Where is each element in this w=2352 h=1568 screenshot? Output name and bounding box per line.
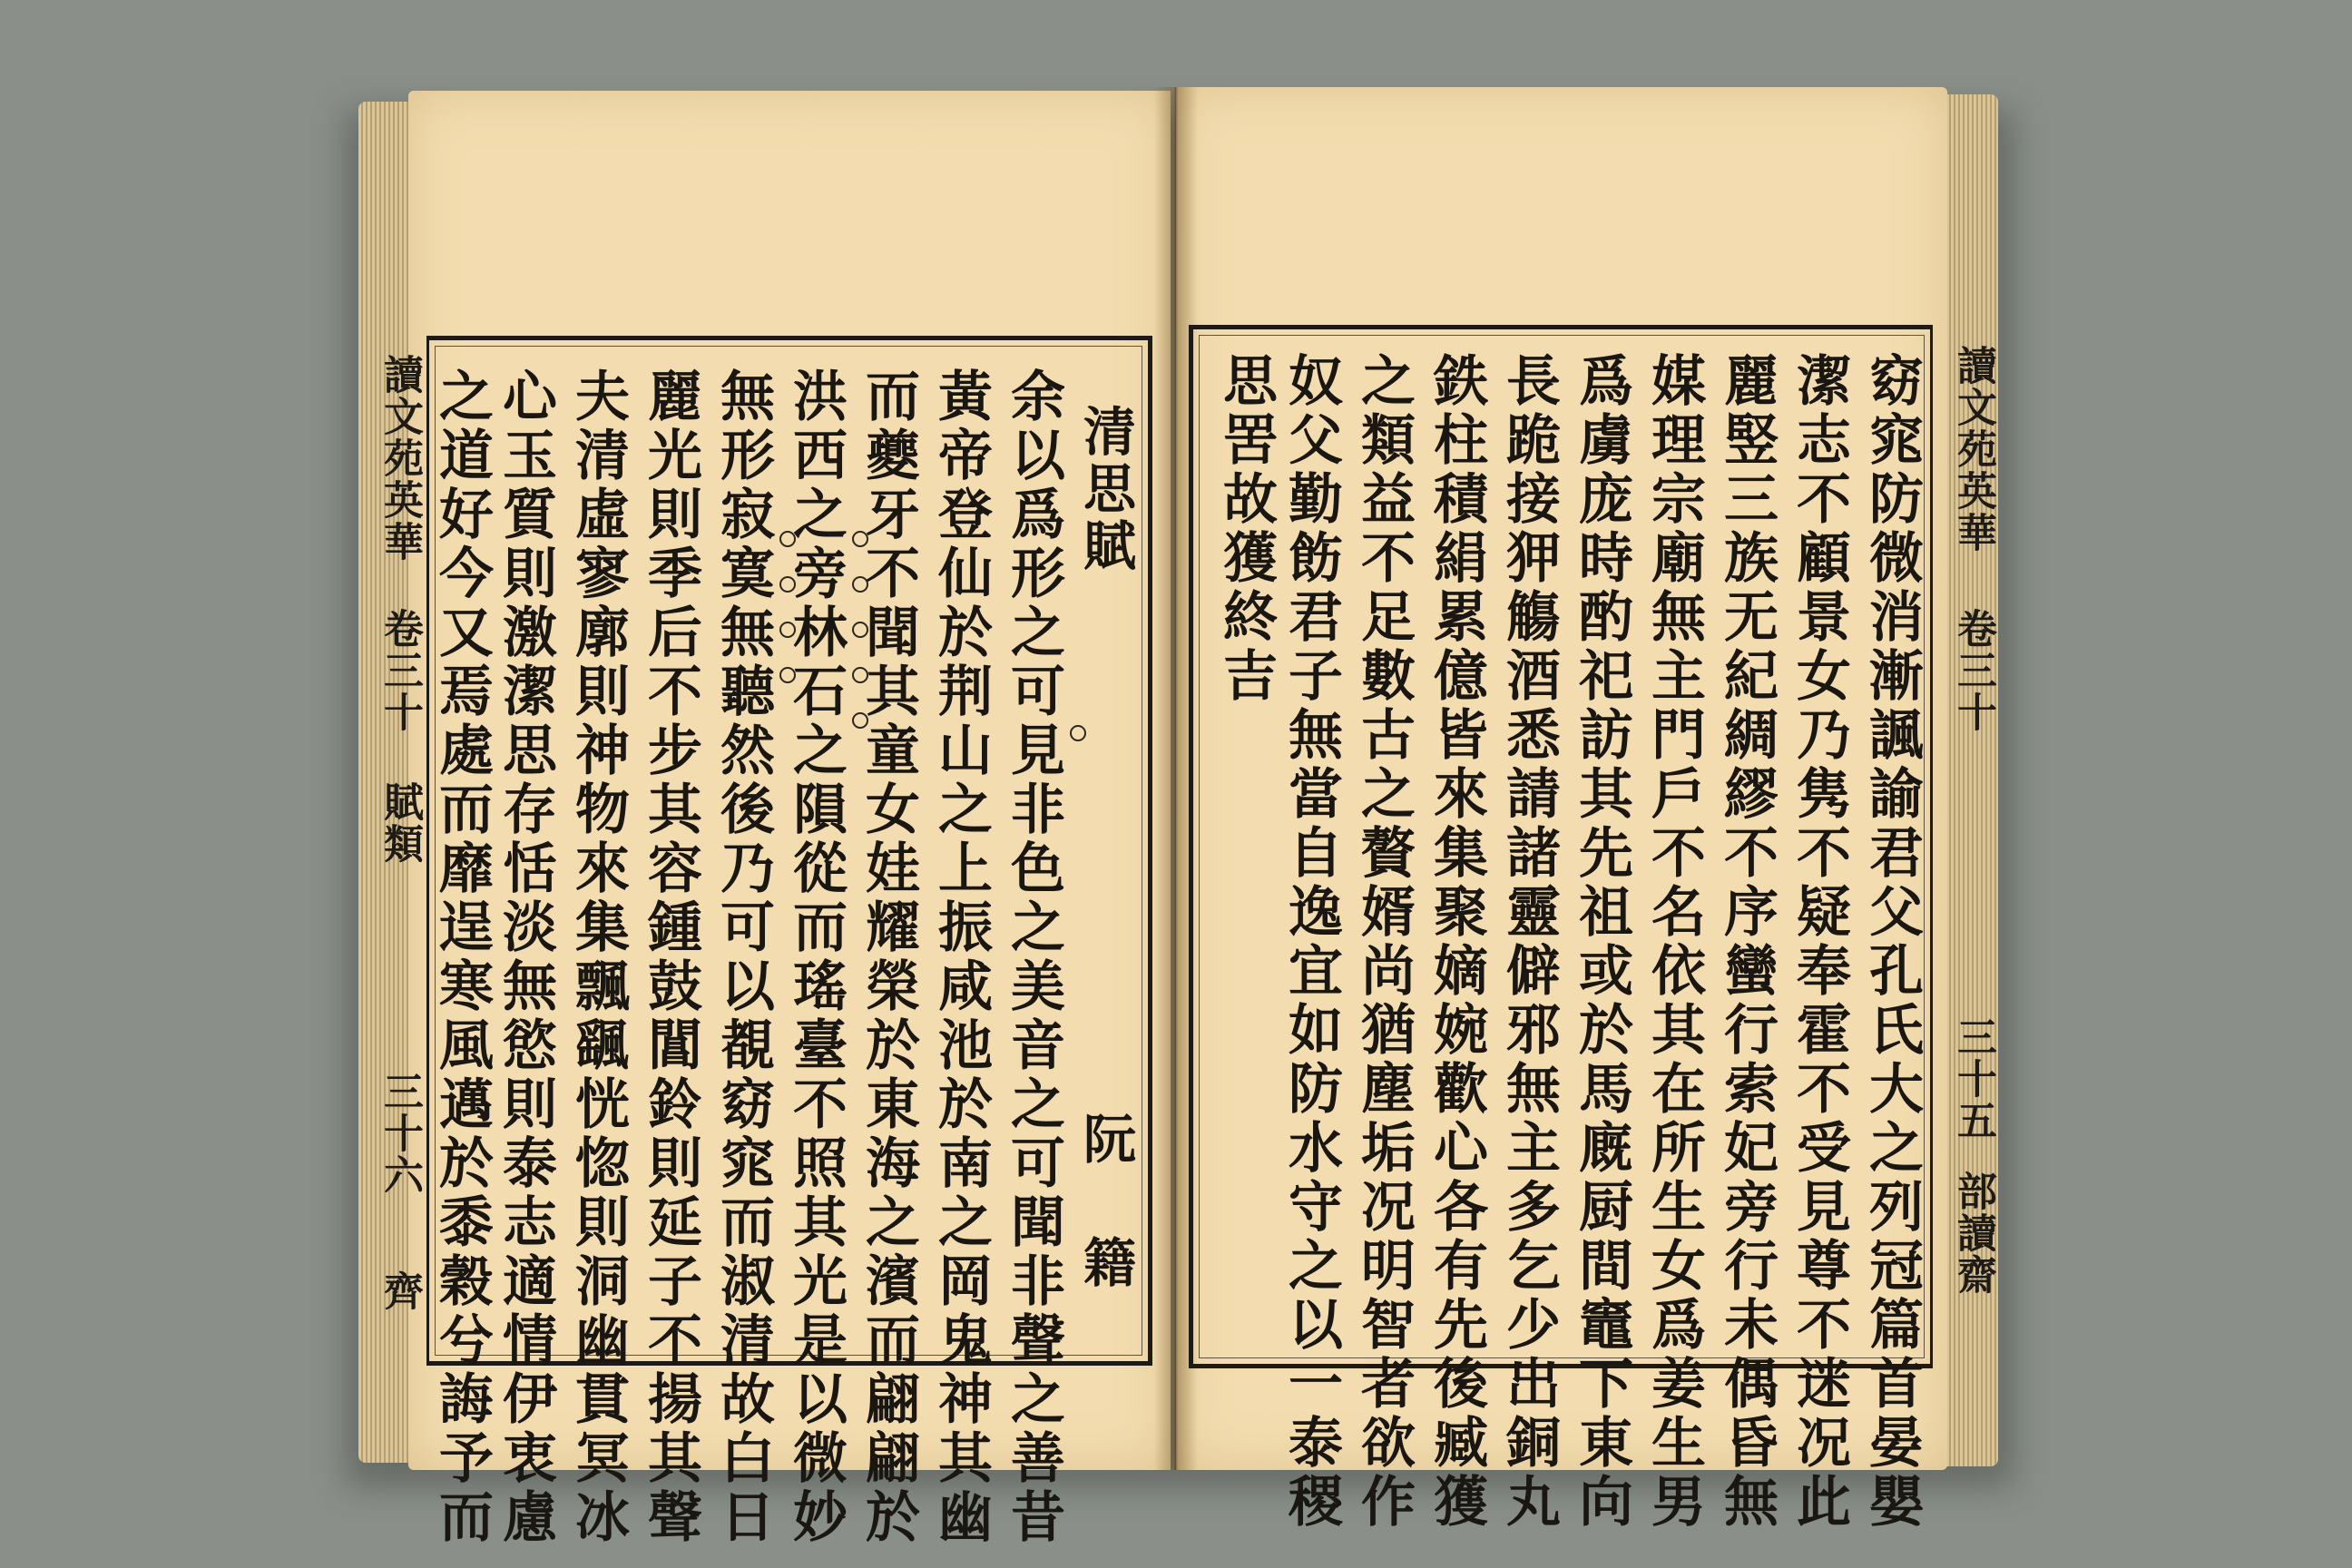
text-column-7: 夫清虛寥廓則神物來集飄颻恍惚則洞幽貫冥冰: [566, 368, 630, 1547]
right-margin: [1933, 309, 2005, 1361]
right-margin-title: 讀文苑英華: [1950, 345, 1996, 554]
text-column-8: 心玉質則激潔思存恬淡無慾則泰志適情伊衷慮: [494, 368, 557, 1547]
left-text-block: [426, 336, 1152, 1547]
punctuation-circle: [1070, 725, 1086, 741]
right-margin-volume: 卷三十: [1950, 608, 1996, 733]
text-column-8: 之類益不足數古之贅婿尚猶塵垢况明智者欲作: [1352, 352, 1416, 1532]
poem-title: 清思賦: [1074, 404, 1136, 575]
left-text-columns: [430, 368, 1136, 1547]
left-margin-volume: 卷三十 賦類: [377, 608, 423, 865]
punctuation-circle: [852, 531, 868, 547]
right-text-columns: [1214, 352, 1924, 1532]
text-column-5: 爲虜庞時酌祀訪其先祖或於馬廐厨間竈下東向: [1570, 352, 1633, 1532]
right-text-block: [1189, 325, 1933, 1532]
text-column-9: 之道好今又焉處而靡逞寒風邁於黍穀兮誨予而: [430, 368, 494, 1547]
text-column-7: 鉄柱積絹累億皆來集聚嫡婉歡心各有先後臧獲: [1425, 352, 1488, 1532]
right-margin-publisher: 部讀齋: [1950, 1171, 1996, 1296]
punctuation-circle: [779, 576, 796, 593]
left-margin-page-number: 三十六: [377, 1071, 423, 1196]
text-column-3: 而夔牙不聞其童女娃耀榮於東海之濱而翩翩於: [857, 368, 920, 1547]
punctuation-circle: [852, 622, 868, 638]
left-margin-title: 讀文苑英華: [377, 354, 423, 563]
text-column-1: 余以爲形之可見非色之美音之可聞非聲之善昔: [1002, 368, 1065, 1547]
punctuation-circle: [779, 667, 796, 683]
text-column-2: 潔志不顧景女乃隽不疑奉霍不受見尊不迷况此: [1788, 352, 1851, 1532]
left-margin: [363, 327, 426, 1361]
punctuation-circle: [852, 576, 868, 593]
text-column-10: 思罟故獲終吉: [1214, 352, 1278, 706]
text-column-4: 洪西之旁林石之隕從而瑤臺不照其光是以微妙: [784, 368, 848, 1547]
text-column-6: 麗光則季后不步其容鍾鼓閶鈴則延子不揚其聲: [639, 368, 702, 1547]
right-margin-page-number: 三十五: [1950, 1016, 1996, 1142]
left-margin-publisher: 齊: [377, 1270, 423, 1312]
poem-author: 阮 籍: [1074, 1112, 1136, 1292]
text-column-4: 媒理宗廟無主門戶不名依其在所生女爲姜生男: [1642, 352, 1706, 1532]
text-column-3: 麗竪三族无紀綢繆不序蠻行索妃旁行未偶昏無: [1715, 352, 1779, 1532]
text-column-6: 長跪接狎觴酒悉請諸靈僻邪無主多乞少出銅丸: [1497, 352, 1561, 1532]
text-column-2: 黃帝登仙於荆山之上振咸池於南之岡鬼神其幽: [929, 368, 993, 1547]
punctuation-circle: [852, 712, 868, 729]
text-column-9: 奴父勤飭君子無當自逸宜如防水守之以一泰稷: [1279, 352, 1343, 1532]
punctuation-circle: [852, 667, 868, 683]
text-column-1: 窈窕防微消漸諷諭君父孔氏大之列冠篇首晏嬰: [1860, 352, 1924, 1532]
punctuation-circle: [779, 531, 796, 547]
text-column-5: 無形寂寞無聽然後乃可以覩窈窕而淑清故白日: [711, 368, 775, 1547]
punctuation-circle: [779, 622, 796, 638]
